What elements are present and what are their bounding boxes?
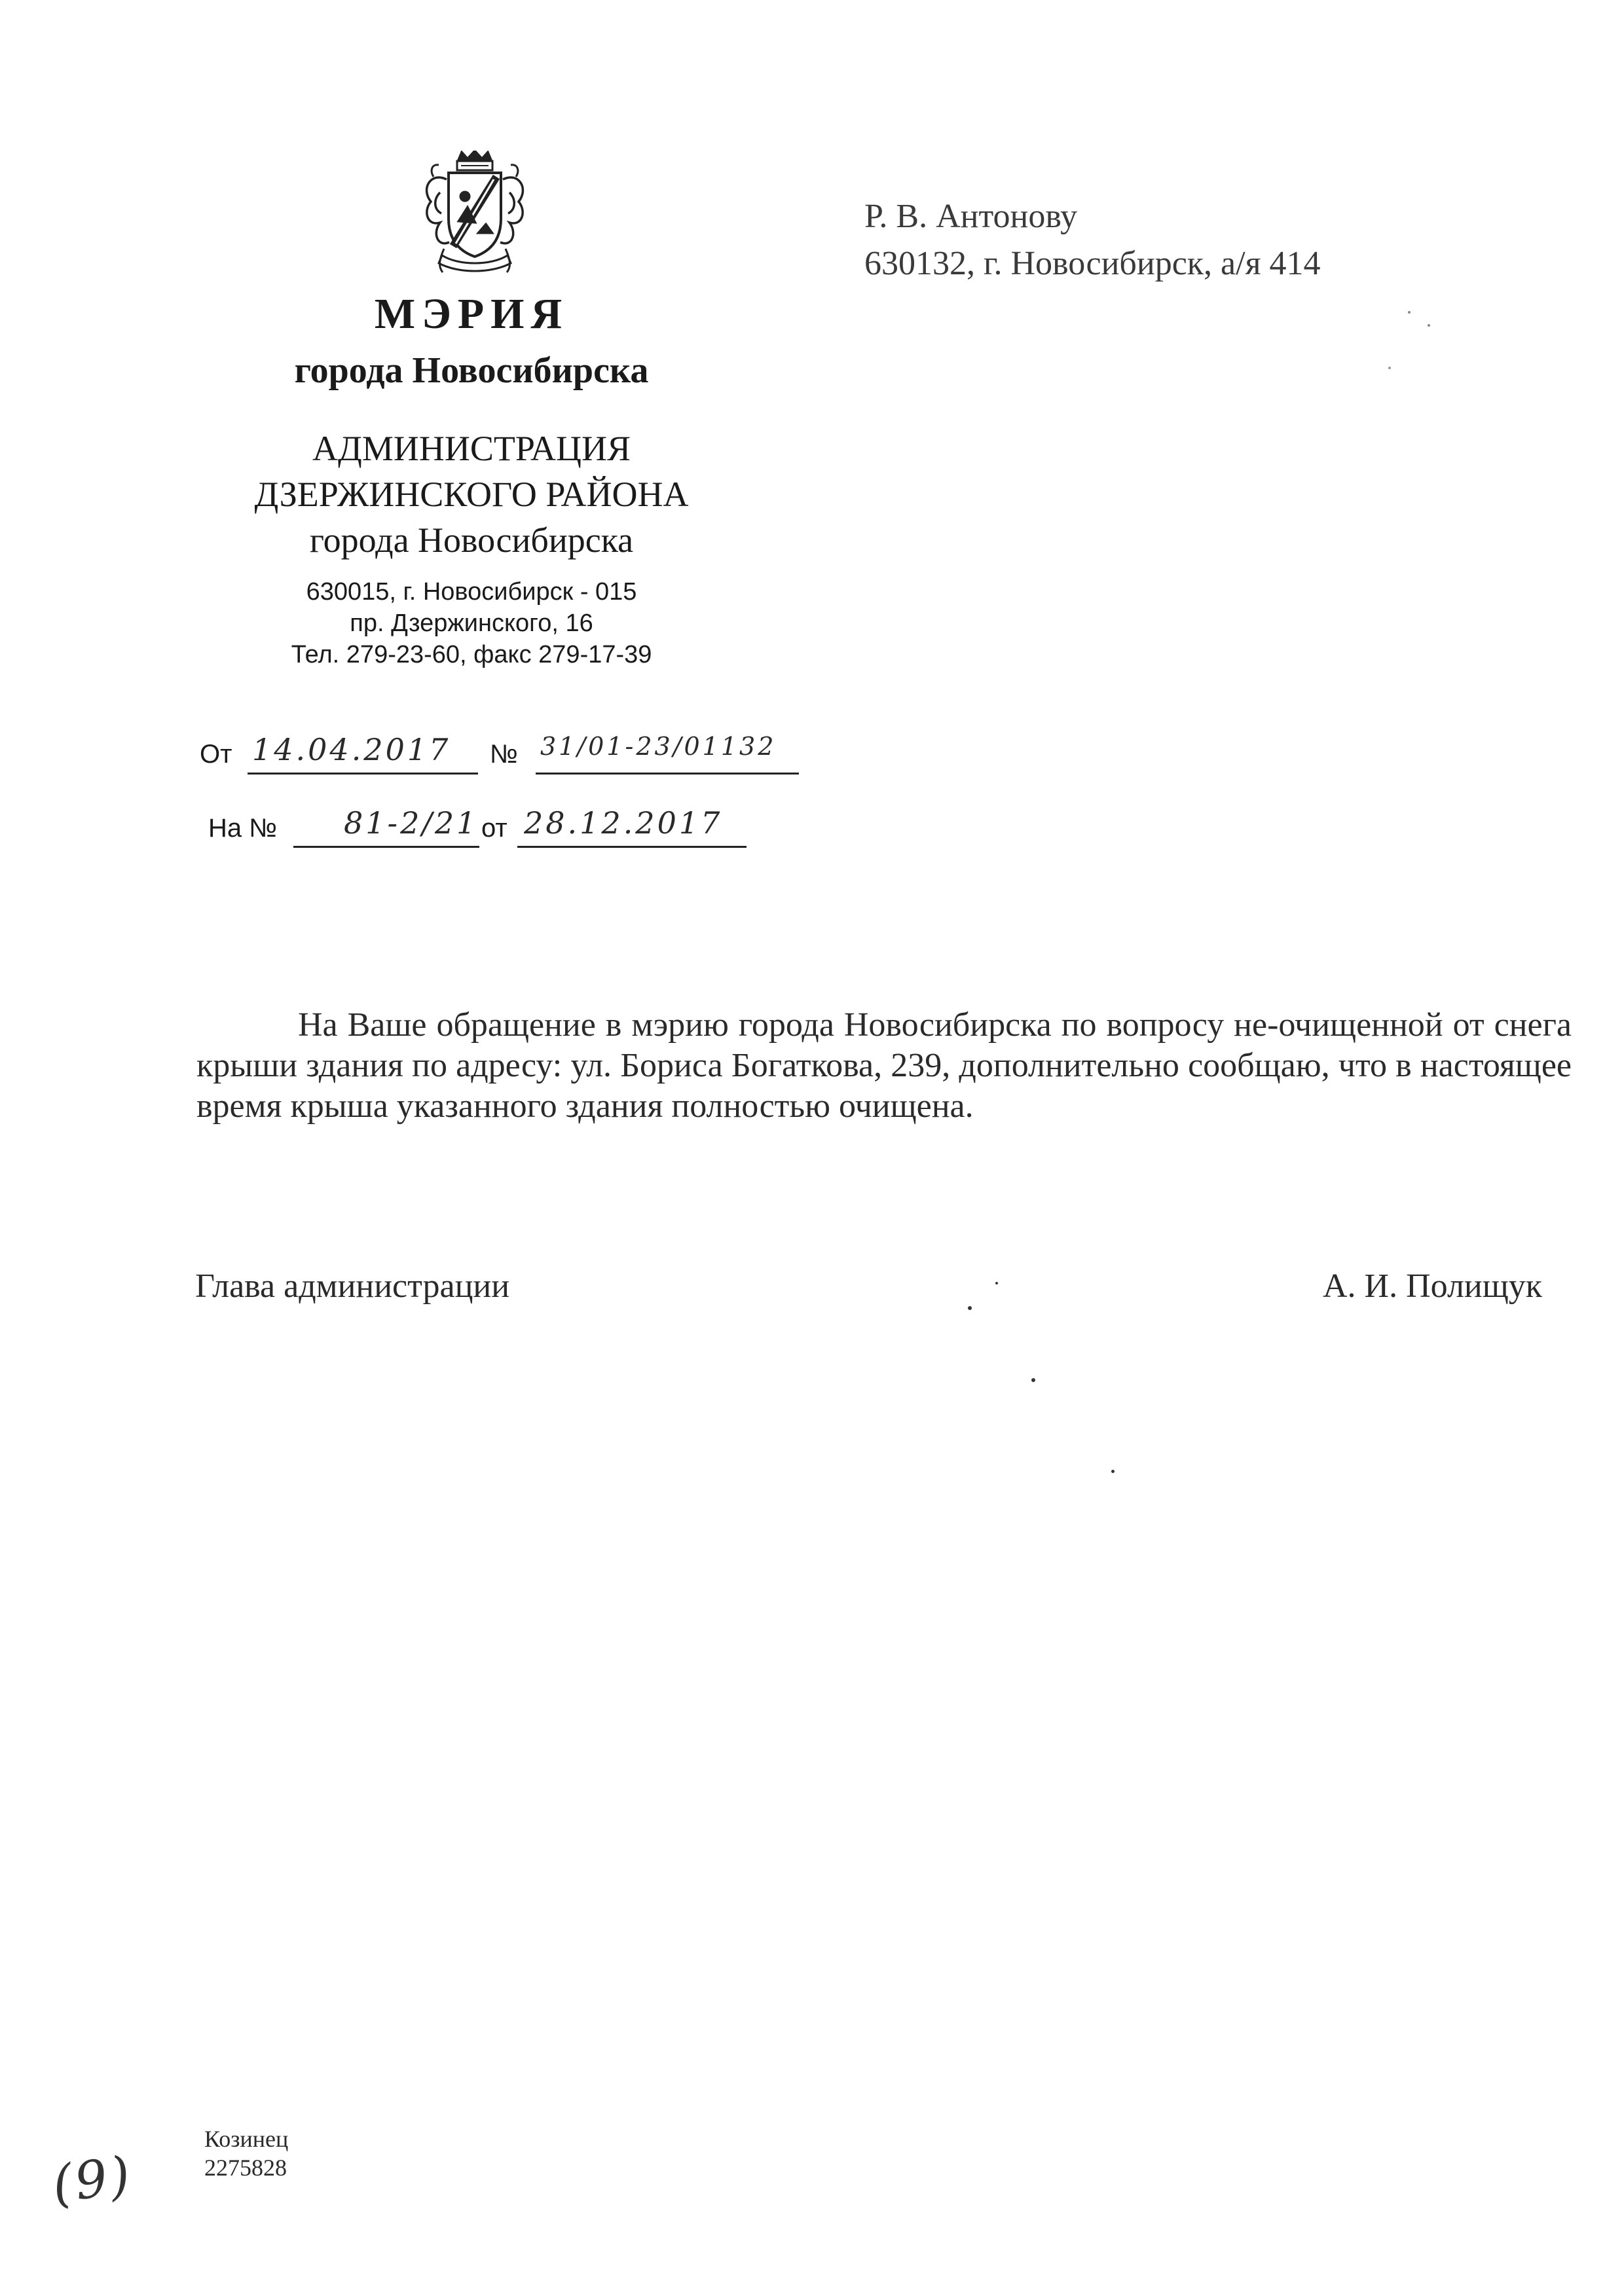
scan-speck (968, 1306, 972, 1310)
signatory-position: Глава администрации (195, 1267, 510, 1305)
from-label: От (200, 740, 232, 769)
sender-address-line-1: 630015, г. Новосибирск - 015 (306, 578, 637, 606)
administration-line-1: АДМИНИСТРАЦИЯ (312, 429, 631, 468)
scan-speck (1408, 311, 1411, 314)
scan-speck (1428, 324, 1430, 327)
scan-speck (1111, 1470, 1115, 1473)
ref-number-handwritten: 81-2/21 (344, 805, 479, 841)
date-underline (248, 773, 478, 774)
number-label: № (490, 740, 518, 769)
coat-of-arms-icon (413, 151, 537, 282)
signatory-name: А. И. Полищук (1323, 1267, 1543, 1305)
executor-phone: 2275828 (204, 2155, 287, 2181)
ref-from-label: от (481, 814, 507, 843)
mayor-city-title: города Новосибирска (294, 350, 649, 391)
sender-contacts (170, 576, 773, 670)
number-underline (536, 773, 799, 774)
letter-date-handwritten: 14.04.2017 (252, 732, 451, 767)
recipient-address: 630132, г. Новосибирск, а/я 414 (864, 245, 1321, 282)
sender-phone: Тел. 279-23-60, факс 279-17-39 (291, 641, 652, 668)
archive-mark-handwritten: (9) (48, 2145, 137, 2215)
sender-address-line-2: пр. Дзержинского, 16 (350, 610, 593, 637)
scan-speck (995, 1282, 998, 1285)
administration-line-2: ДЗЕРЖИНСКОГО РАЙОНА (254, 475, 689, 514)
recipient-name: Р. В. Антонову (864, 198, 1078, 235)
ref-date-underline (517, 846, 747, 848)
administration-line-3: города Новосибирска (309, 520, 634, 560)
scan-speck (1031, 1378, 1035, 1382)
recipient-block (864, 193, 1321, 287)
executor-block (204, 2124, 288, 2182)
body-paragraph: На Ваше обращение в мэрию города Новосибирска по вопросу не-очищенной от снега крыши здания по адресу: ул. Бориса Богаткова, 239, дополнительно сообщаю, что в настоящее время крыша указанного здания полностью очищена. (196, 1006, 1572, 1125)
letter-body (196, 1005, 1572, 1127)
mayor-office-title: МЭРИЯ (374, 290, 569, 338)
scan-speck (1388, 367, 1391, 369)
administration-title (144, 426, 799, 563)
letter-number-handwritten: 31/01-23/01132 (540, 732, 777, 761)
ref-label: На № (208, 814, 278, 843)
ref-date-handwritten: 28.12.2017 (524, 805, 723, 841)
ref-number-underline (293, 846, 479, 848)
executor-name: Козинец (204, 2126, 289, 2152)
